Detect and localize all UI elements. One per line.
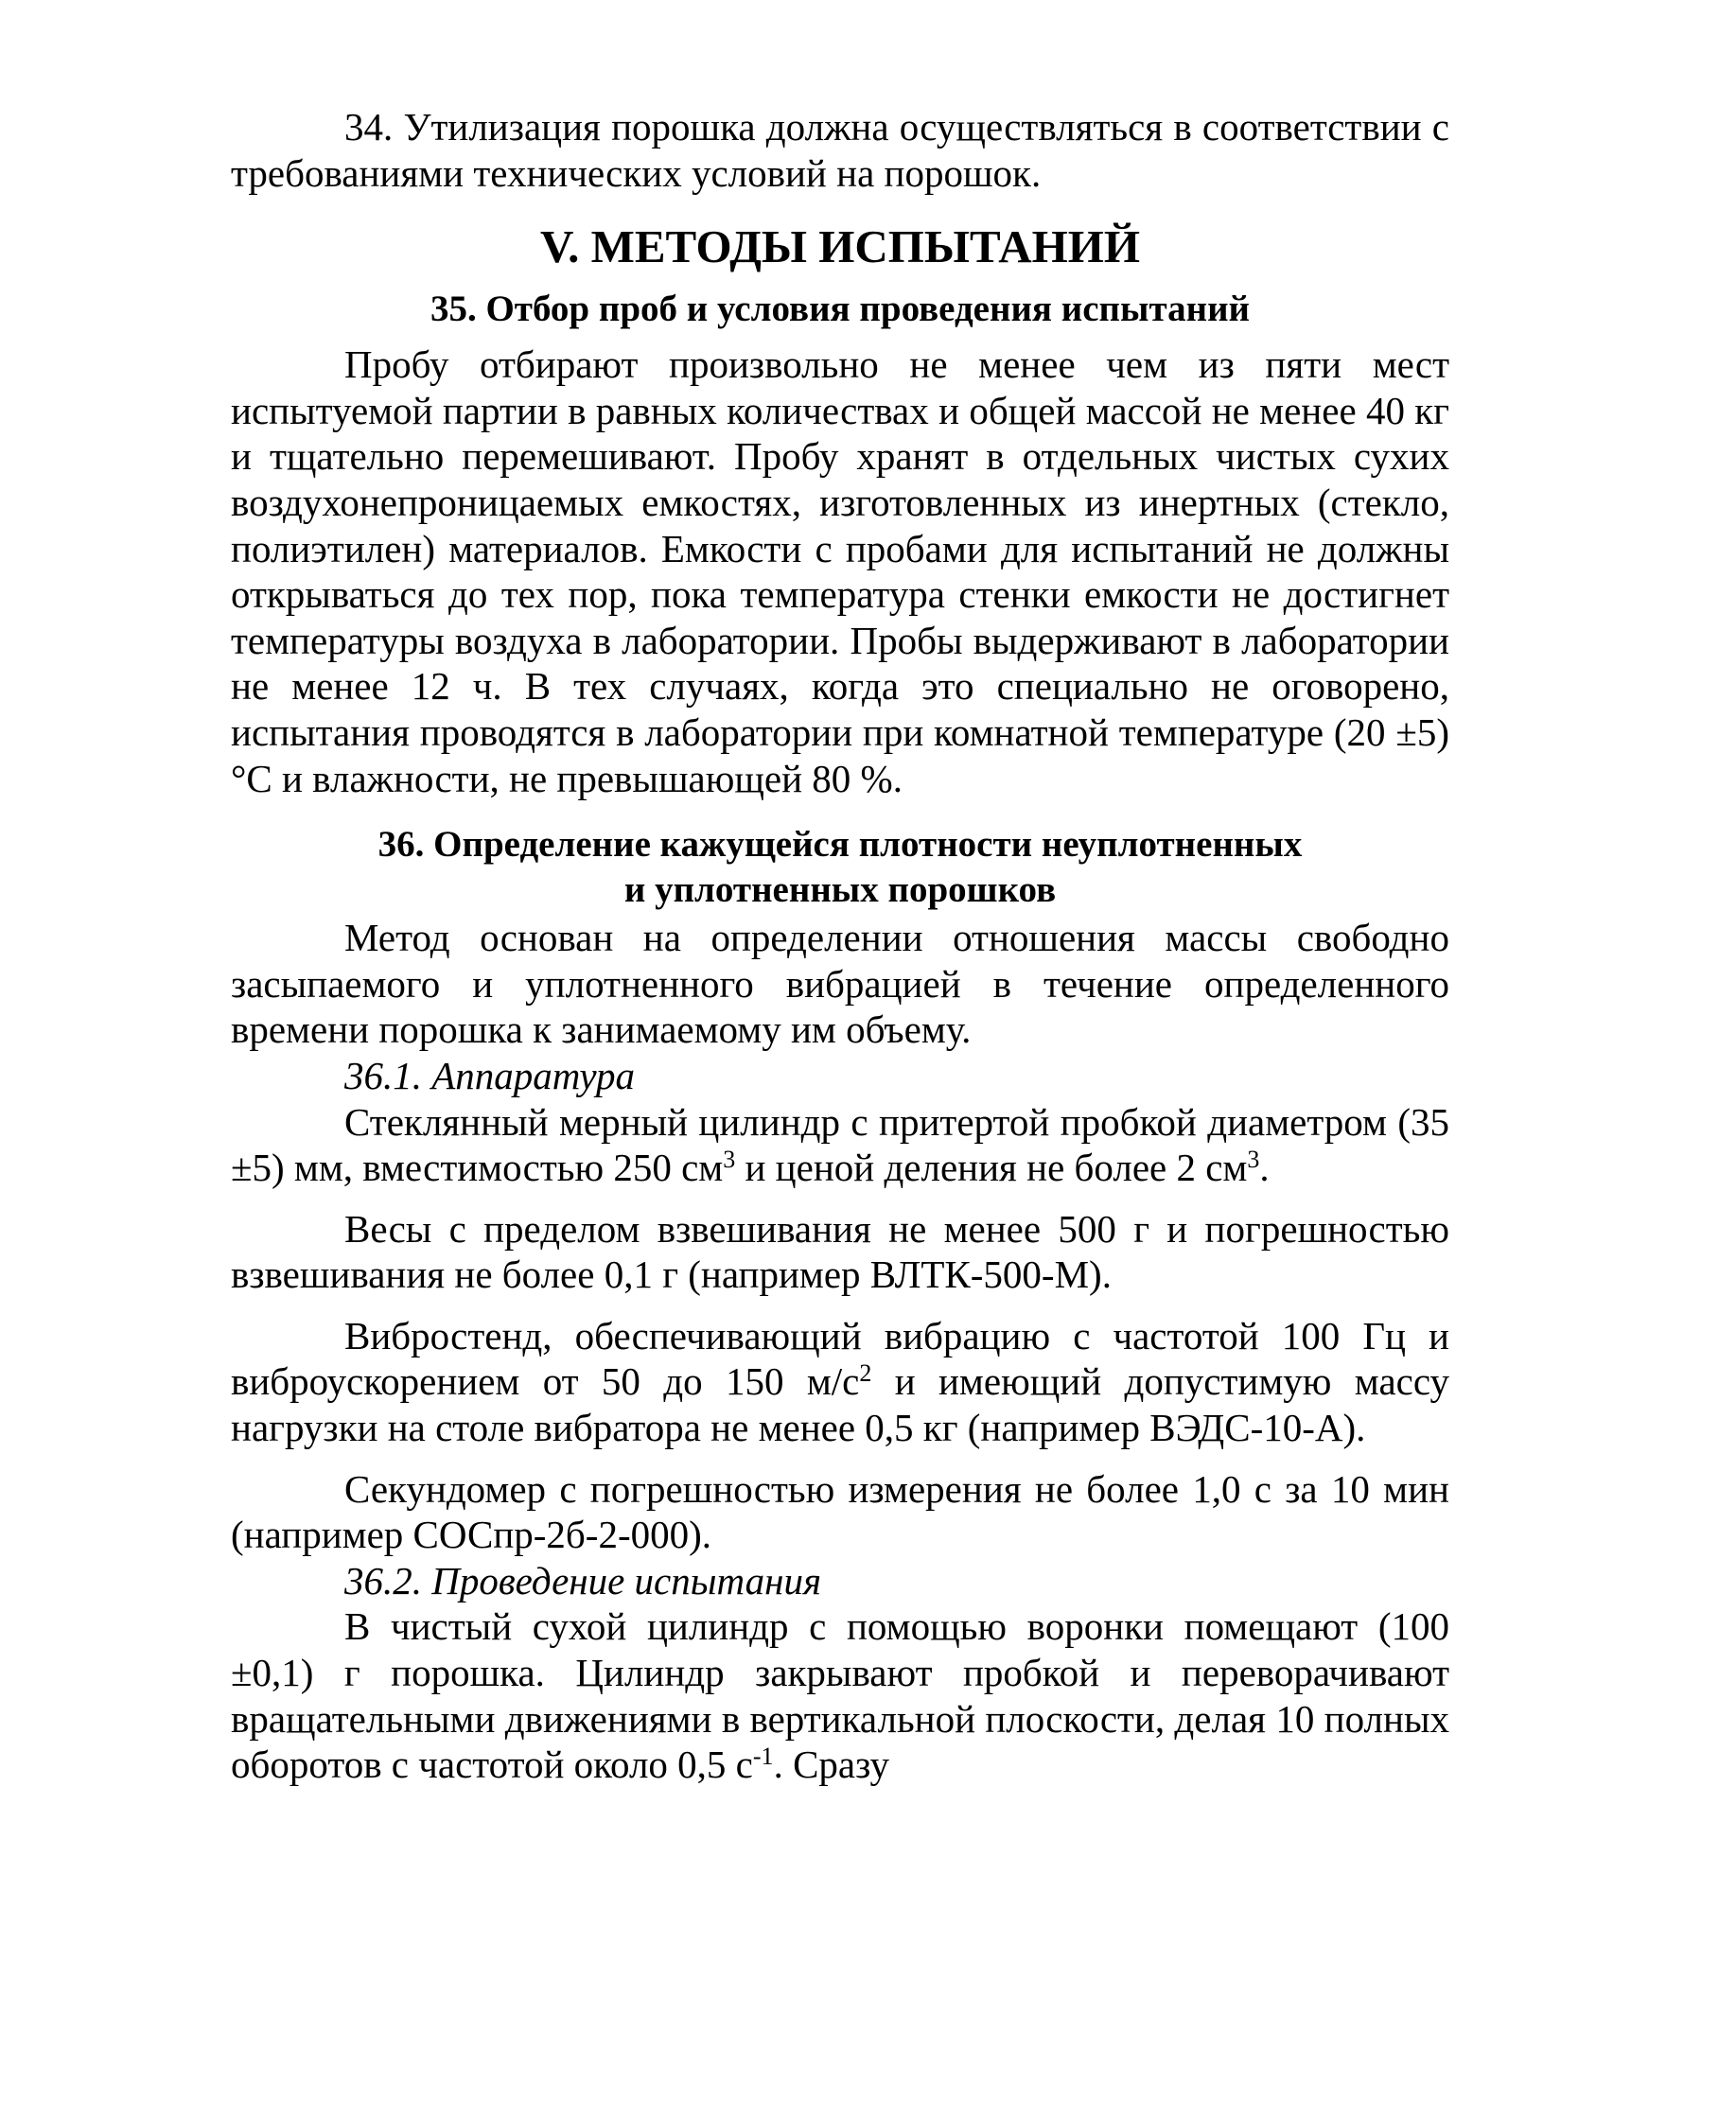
item-35-paragraph: Пробу отбирают произвольно не менее чем из пяти мест испытуемой партии в равных количествах и общей массой не менее 40 кг и тщательно перемешивают. Пробу хранят в отдельных чистых сухих воздухонепроницаемых емкостях, изготовленных из инертных (стекло, полиэтилен) материалов. Емкости с пробами для испытаний не должны открываться до тех пор, пока температура стенки емкости не достигнет температуры воздуха в лаборатории. Пробы выдерживают в лаборатории не менее 12 ч. В тех случаях, когда это специально не оговорено, испытания проводятся в лаборатории при комнатной температуре (20 ±5) °С и влажности, не превышающей 80 %. [231, 342, 1449, 800]
cylinder-superscript-1: 3 [723, 1146, 736, 1174]
procedure-paragraph [231, 1603, 1449, 1787]
item-34-paragraph: 34. Утилизация порошка должна осуществляться в соответствии с требованиями технических условий на порошок. [231, 105, 1449, 195]
procedure-text-1: В чистый сухой цилиндр с помощью воронки помещают (100 ±0,1) г порошка. Цилиндр закрывают пробкой и переворачивают вращательными движениями в вертикальной плоскости, делая 10 полных оборотов с частотой около 0,5 с [231, 1604, 1449, 1787]
cylinder-paragraph [231, 1099, 1449, 1191]
vibrostand-superscript: 2 [859, 1359, 872, 1388]
item-36-heading-line-2: и уплотненных порошков [623, 869, 1057, 911]
vibrostand-text-1: Вибростенд, обеспечивающий вибрацию с частотой 100 Гц и виброускорением от 50 до 150 м/с [231, 1313, 1449, 1404]
vibrostand-text-2: и имеющий допустимую массу нагрузки на столе вибратора не менее 0,5 кг (например ВЭДС-10-А). [231, 1359, 1449, 1450]
scales-paragraph: Весы с пределом взвешивания не менее 500 г и погрешностью взвешивания не более 0,1 г (например ВЛТК-500-М). [231, 1206, 1449, 1297]
item-36-heading [231, 822, 1449, 913]
procedure-text-2: . Сразу [773, 1743, 889, 1787]
document-page [231, 104, 1449, 1788]
vibrostand-paragraph [231, 1313, 1449, 1451]
cylinder-superscript-2: 3 [1247, 1146, 1260, 1174]
item-36-2-heading: 36.2. Проведение испытания [344, 1558, 822, 1603]
item-36-1-heading: 36.1. Аппаратура [344, 1053, 636, 1097]
item-35-heading: 35. Отбор проб и условия проведения испытаний [430, 289, 1251, 330]
section-title: V. МЕТОДЫ ИСПЫТАНИЙ [540, 220, 1140, 273]
cylinder-text-1: Стеклянный мерный цилиндр с притертой пробкой диаметром (35 ±5) мм, вместимостью 250 см [231, 1099, 1449, 1190]
cylinder-text-2: и ценой деления не более 2 см [735, 1146, 1248, 1190]
item-36-paragraph: Метод основан на определении отношения массы свободно засыпаемого и уплотненного вибрацией в течение определенного времени порошка к занимаемому им объему. [231, 916, 1449, 1052]
stopwatch-paragraph: Секундомер с погрешностью измерения не более 1,0 с за 10 мин (например СОСпр-2б-2-000). [231, 1466, 1449, 1557]
procedure-superscript: -1 [752, 1743, 774, 1771]
cylinder-text-3: . [1259, 1146, 1270, 1190]
item-36-heading-line-1: 36. Определение кажущейся плотности неуплотненных [377, 824, 1303, 866]
